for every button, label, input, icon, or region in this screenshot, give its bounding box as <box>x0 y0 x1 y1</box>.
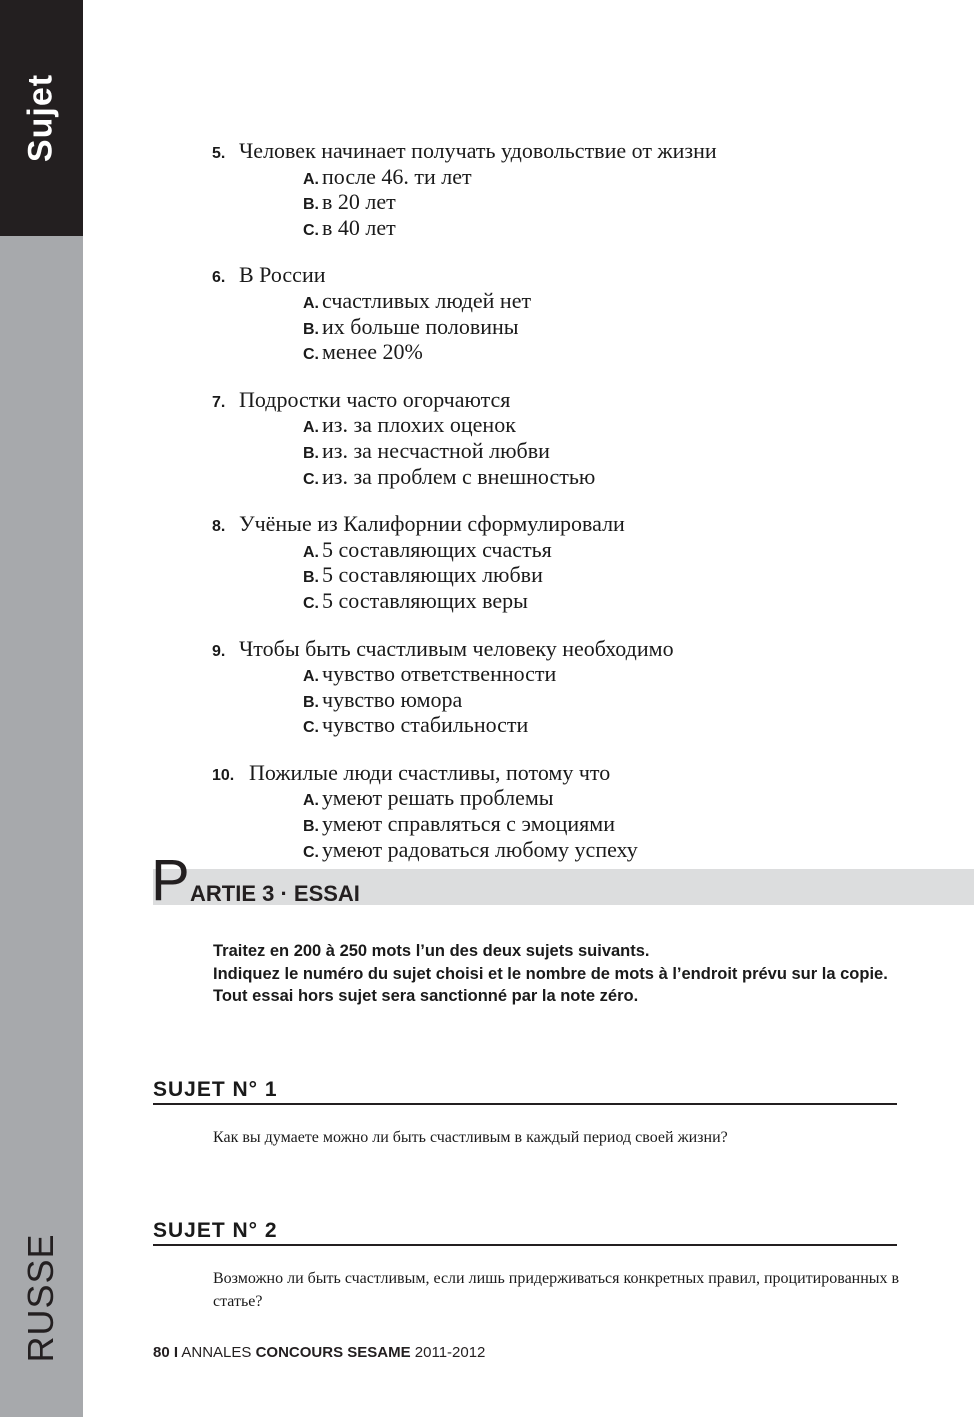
instruction-line: Traitez en 200 à 250 mots l’un des deux sujets suivants. <box>213 942 650 960</box>
partie-title: ARTIE 3 · ESSAI <box>190 881 360 906</box>
question-text: Человек начинает получать удовольствие от жизни <box>239 138 717 163</box>
question-text: Учёные из Калифорнии сформулировали <box>239 511 625 537</box>
question-8 <box>212 513 932 615</box>
option-b: B. в 20 лет <box>303 189 396 215</box>
footer-separator: I <box>173 1344 179 1361</box>
sujet-2-text: Возможно ли быть счастливым, если лишь придерживаться конкретных правил, процитированных в статье? <box>213 1270 900 1310</box>
question-7 <box>212 386 932 491</box>
option-b: B. их больше половины <box>303 313 519 339</box>
sujet-1-heading: SUJET N° 1 <box>153 1077 897 1105</box>
instruction-line: Tout essai hors sujet sera sanctionné par la note zéro. <box>213 987 639 1006</box>
option-c: C. в 40 лет <box>303 214 396 240</box>
sujet-1-text: Как вы думаете можно ли быть счастливым в каждый период своей жизни? <box>213 1129 728 1146</box>
option-c: C. 5 составляющих веры <box>303 587 528 613</box>
question-number: 7. <box>212 393 226 411</box>
question-number: 8. <box>212 518 226 536</box>
option-a: A. умеют решать проблемы <box>303 785 554 811</box>
question-list <box>212 140 932 886</box>
option-a: A. чувство ответственности <box>303 661 557 687</box>
question-number: 9. <box>212 642 226 660</box>
option-b: B. чувство юмора <box>303 686 463 712</box>
sujet-2-heading: SUJET N° 2 <box>153 1218 897 1246</box>
sidebar-sujet-label: Sujet <box>21 73 60 163</box>
footer-concours: CONCOURS SESAME <box>255 1344 411 1361</box>
footer-annales: ANNALES <box>181 1344 252 1361</box>
instruction-line: Indiquez le numéro du sujet choisi et le nombre de mots à l’endroit prévu sur la copie. <box>213 964 888 983</box>
option-a: A. после 46. ти лет <box>303 163 472 189</box>
question-number: 5. <box>212 145 226 162</box>
option-a: A. из. за плохих оценок <box>303 412 516 438</box>
question-number: 10. <box>212 766 235 784</box>
question-5 <box>212 140 932 242</box>
question-text: В России <box>239 262 326 288</box>
option-a: A. счастливых людей нет <box>303 287 532 313</box>
option-c: C. менее 20% <box>303 339 423 365</box>
question-text: Чтобы быть счастливым человеку необходимо <box>239 635 674 661</box>
question-6 <box>212 264 932 366</box>
question-text: Пожилые люди счастливы, потому что <box>249 759 611 785</box>
footer-year: 2011-2012 <box>414 1344 486 1361</box>
question-number: 6. <box>212 269 226 287</box>
option-b: B. из. за несчастной любви <box>303 437 550 463</box>
option-b: B. умеют справляться с эмоциями <box>303 811 615 837</box>
partie-initial: P <box>151 848 190 913</box>
option-b: B. 5 составляющих любви <box>303 562 543 588</box>
question-text: Подростки часто огорчаются <box>239 386 511 412</box>
sidebar-russe-label: RUSSE <box>20 1233 61 1363</box>
page-number: 80 <box>153 1344 170 1361</box>
essay-instructions <box>213 940 908 1008</box>
option-c: C. чувство стабильности <box>303 712 529 738</box>
question-9 <box>212 635 932 740</box>
question-10 <box>212 759 932 864</box>
option-a: A. 5 составляющих счастья <box>303 536 552 562</box>
option-c: C. умеют радоваться любому успеху <box>303 836 638 862</box>
option-c: C. из. за проблем с внешностью <box>303 463 596 489</box>
page-footer <box>153 1344 485 1361</box>
